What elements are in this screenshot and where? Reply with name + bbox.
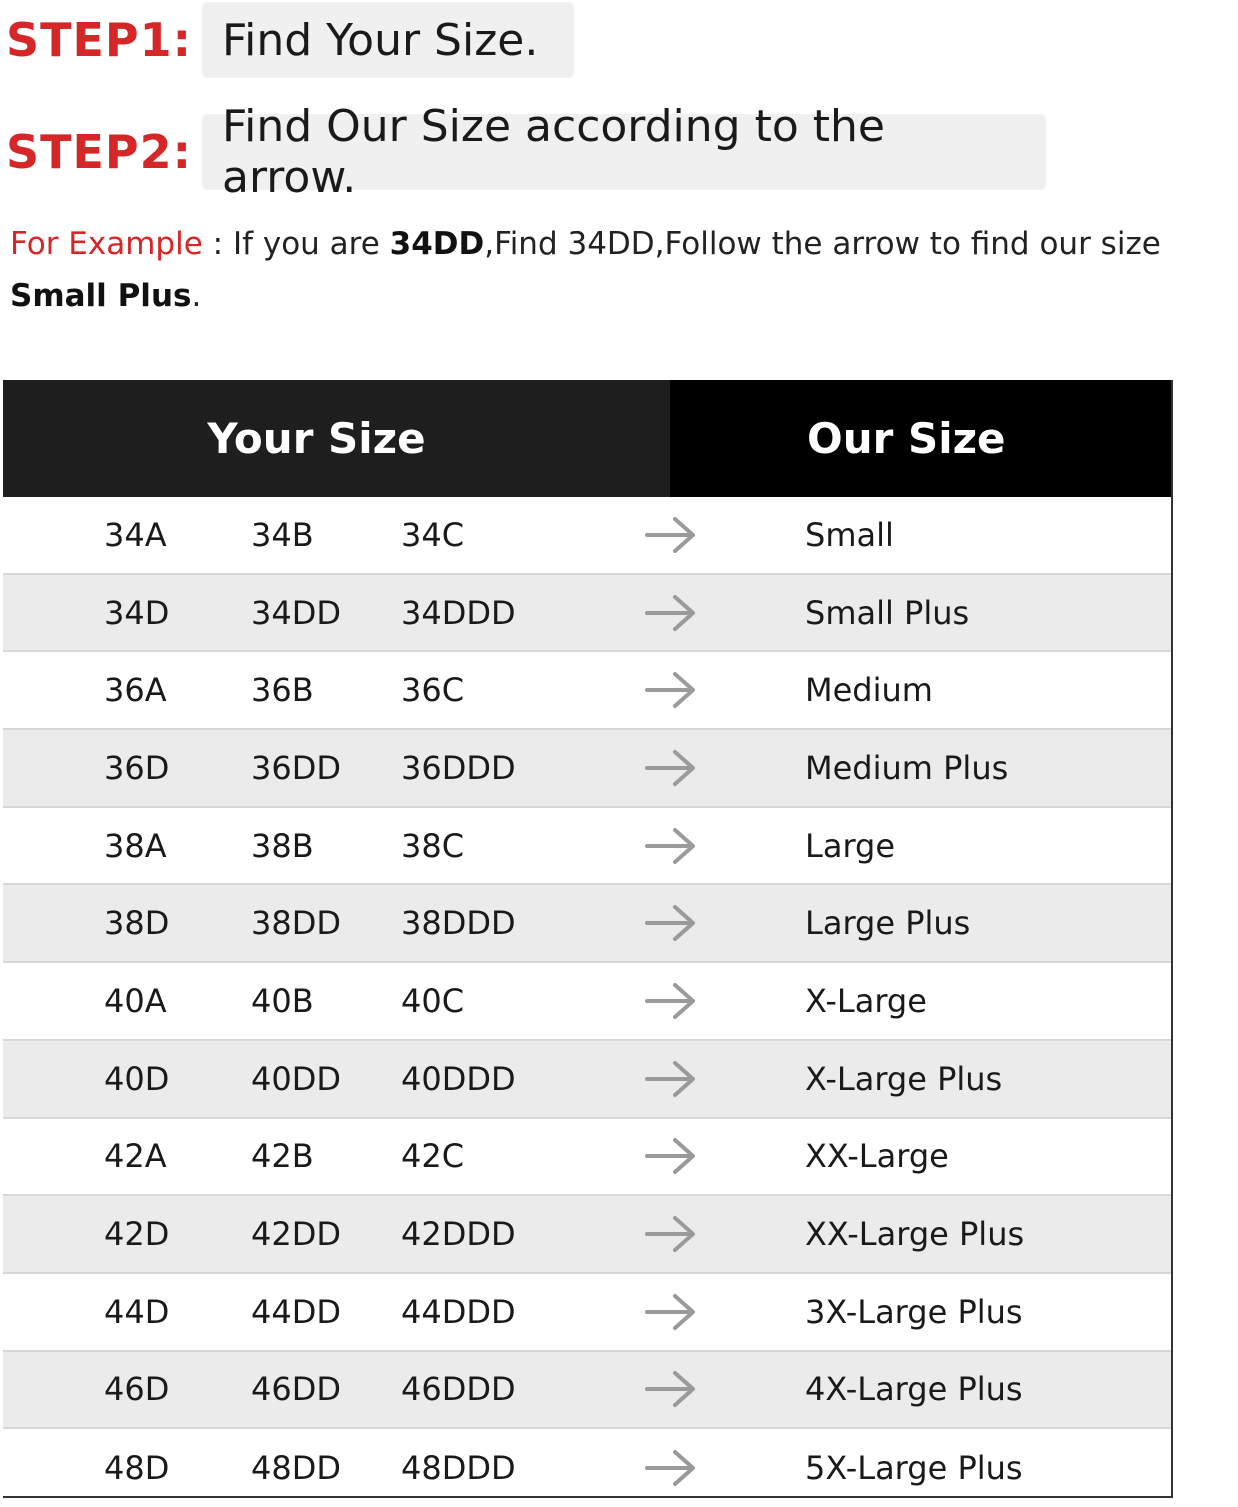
- right-arrow-icon: [643, 1352, 699, 1428]
- right-arrow-icon: [643, 652, 699, 728]
- your-size-cell: 36C: [401, 671, 465, 710]
- table-row: [3, 808, 1171, 886]
- your-size-cell: 42C: [401, 1137, 465, 1176]
- your-size-cell: 36A: [104, 671, 167, 710]
- step-1: [6, 2, 574, 78]
- example-label: For Example: [10, 226, 203, 262]
- your-size-cell: 38DDD: [401, 904, 516, 943]
- your-size-cell: 48DDD: [401, 1449, 516, 1488]
- table-row: [3, 497, 1171, 575]
- right-arrow-icon: [643, 1429, 699, 1507]
- your-size-cell: 38B: [251, 826, 314, 865]
- right-arrow-icon: [643, 963, 699, 1039]
- our-size-cell: 5X-Large Plus: [805, 1449, 1023, 1488]
- example-text-3: .: [191, 278, 202, 314]
- right-arrow-icon: [643, 885, 699, 961]
- our-size-cell: 3X-Large Plus: [805, 1292, 1023, 1331]
- your-size-cell: 42B: [251, 1137, 314, 1176]
- right-arrow-icon: [643, 1119, 699, 1195]
- right-arrow-icon: [643, 1041, 699, 1117]
- your-size-cell: 38D: [104, 904, 170, 943]
- right-arrow-icon: [643, 1196, 699, 1272]
- your-size-cell: 36B: [251, 671, 314, 710]
- example-separator: :: [202, 226, 233, 262]
- our-size-cell: XX-Large Plus: [805, 1215, 1025, 1254]
- size-chart-table: [3, 380, 1173, 1498]
- right-arrow-icon: [643, 808, 699, 884]
- our-size-cell: X-Large: [805, 981, 927, 1020]
- our-size-header: Our Size: [670, 380, 1171, 497]
- your-size-cell: 38DD: [251, 904, 341, 943]
- step-2-text: Find Our Size according to the arrow.: [202, 114, 1046, 190]
- step-1-text: Find Your Size.: [202, 2, 574, 78]
- your-size-cell: 34A: [104, 515, 167, 554]
- example-text-2: ,Find 34DD,Follow the arrow to find our size: [484, 226, 1161, 262]
- your-size-cell: 40D: [104, 1059, 170, 1098]
- step-2: [6, 101, 1046, 203]
- your-size-cell: 40DDD: [401, 1059, 516, 1098]
- your-size-cell: 42D: [104, 1215, 170, 1254]
- step-1-label: STEP1:: [6, 13, 193, 67]
- your-size-cell: 48D: [104, 1449, 170, 1488]
- our-size-cell: 4X-Large Plus: [805, 1370, 1023, 1409]
- right-arrow-icon: [643, 497, 699, 573]
- our-size-cell: Small: [805, 515, 894, 554]
- your-size-cell: 36DD: [251, 748, 341, 787]
- your-size-cell: 40A: [104, 981, 167, 1020]
- your-size-cell: 34DD: [251, 593, 341, 632]
- your-size-cell: 34B: [251, 515, 314, 554]
- table-row: [3, 1274, 1171, 1352]
- table-body: [3, 497, 1171, 1507]
- our-size-cell: Small Plus: [805, 593, 970, 632]
- our-size-cell: Medium Plus: [805, 748, 1009, 787]
- example-size-bold: 34DD: [389, 226, 485, 262]
- your-size-cell: 36D: [104, 748, 170, 787]
- your-size-cell: 44DDD: [401, 1292, 516, 1331]
- your-size-cell: 42A: [104, 1137, 167, 1176]
- your-size-cell: 40B: [251, 981, 314, 1020]
- table-row: [3, 885, 1171, 963]
- your-size-cell: 38C: [401, 826, 465, 865]
- right-arrow-icon: [643, 730, 699, 806]
- table-row: [3, 963, 1171, 1041]
- your-size-cell: 46D: [104, 1370, 170, 1409]
- your-size-cell: 36DDD: [401, 748, 516, 787]
- your-size-cell: 44D: [104, 1292, 170, 1331]
- step-2-label: STEP2:: [6, 125, 193, 179]
- table-row: [3, 1119, 1171, 1197]
- right-arrow-icon: [643, 575, 699, 651]
- your-size-cell: 48DD: [251, 1449, 341, 1488]
- our-size-cell: Medium: [805, 671, 933, 710]
- your-size-cell: 34D: [104, 593, 170, 632]
- our-size-cell: Large: [805, 826, 896, 865]
- your-size-cell: 38A: [104, 826, 167, 865]
- our-size-cell: XX-Large: [805, 1137, 949, 1176]
- table-row: [3, 652, 1171, 730]
- example-text-1: If you are: [232, 226, 390, 262]
- your-size-cell: 42DD: [251, 1215, 341, 1254]
- example-our-size-bold: Small Plus: [10, 278, 192, 314]
- our-size-cell: Large Plus: [805, 904, 971, 943]
- our-size-cell: X-Large Plus: [805, 1059, 1003, 1098]
- table-row: [3, 1429, 1171, 1507]
- your-size-cell: 46DD: [251, 1370, 341, 1409]
- table-row: [3, 1041, 1171, 1119]
- your-size-cell: 34C: [401, 515, 465, 554]
- your-size-cell: 40C: [401, 981, 465, 1020]
- table-row: [3, 730, 1171, 808]
- example-text: [10, 218, 1210, 322]
- your-size-header: Your Size: [3, 380, 670, 497]
- table-row: [3, 1352, 1171, 1430]
- right-arrow-icon: [643, 1274, 699, 1350]
- your-size-cell: 34DDD: [401, 593, 516, 632]
- your-size-cell: 44DD: [251, 1292, 341, 1331]
- your-size-cell: 46DDD: [401, 1370, 516, 1409]
- table-row: [3, 1196, 1171, 1274]
- table-header: [3, 380, 1171, 497]
- your-size-cell: 42DDD: [401, 1215, 516, 1254]
- table-row: [3, 575, 1171, 653]
- your-size-cell: 40DD: [251, 1059, 341, 1098]
